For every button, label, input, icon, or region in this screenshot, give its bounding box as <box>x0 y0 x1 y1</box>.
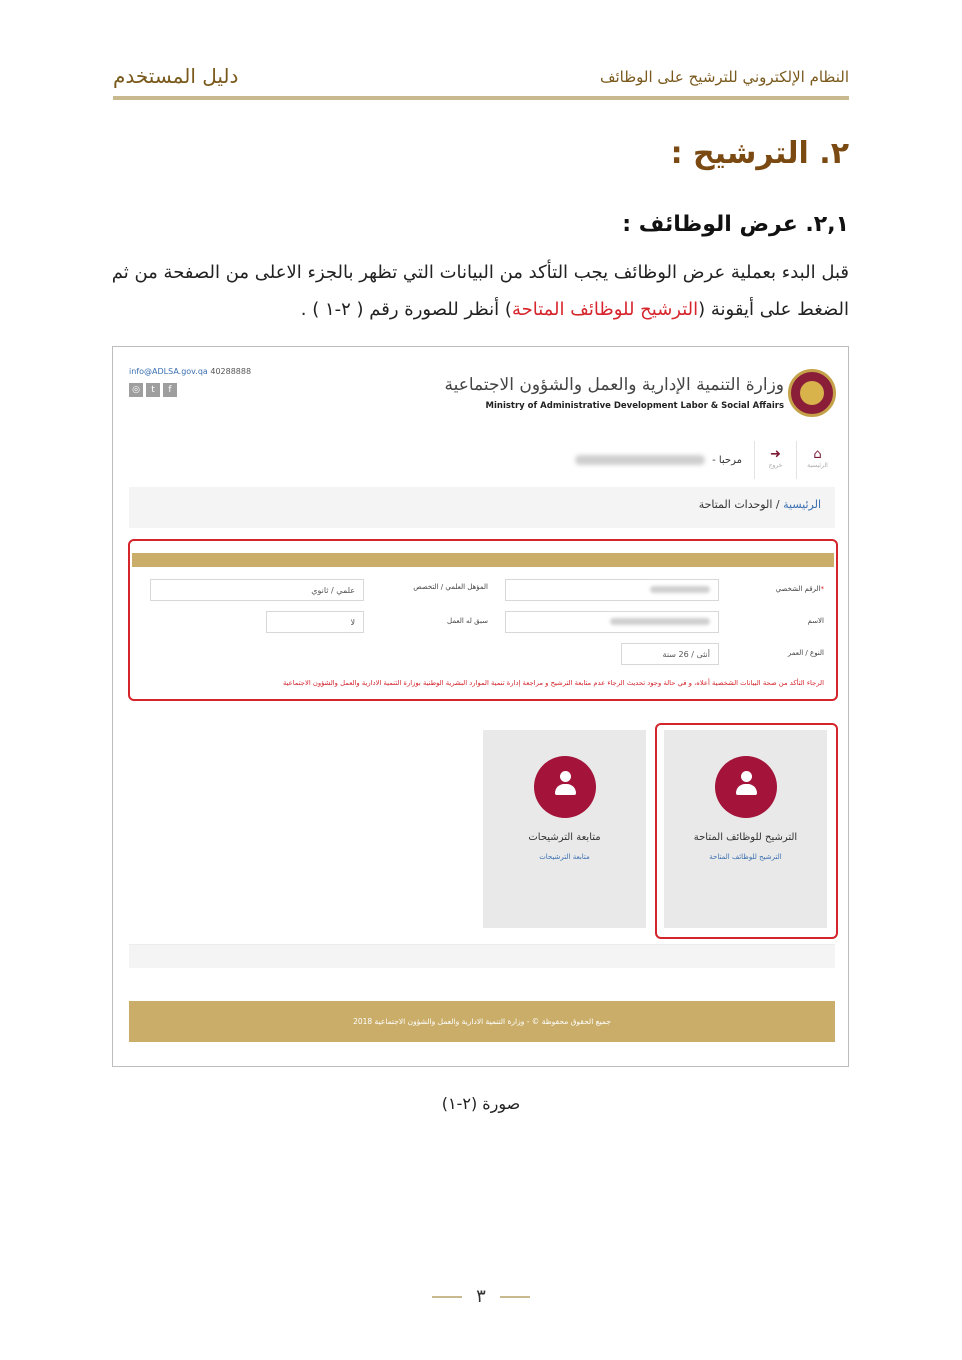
nominate-card-title: الترشيح للوظائف المتاحة <box>693 832 798 843</box>
intro-paragraph <box>109 254 849 328</box>
breadcrumb-separator: / <box>772 498 784 511</box>
facebook-icon[interactable]: f <box>163 383 177 397</box>
guide-title: دليل المستخدم <box>113 64 239 88</box>
nominate-jobs-card[interactable] <box>664 730 827 928</box>
id-label: *الرقم الشخصي <box>775 585 824 593</box>
contact-info <box>129 367 251 376</box>
welcome-label: مرحبا - <box>712 454 742 466</box>
page-number <box>0 1286 962 1307</box>
site-footer: جميع الحقوق محفوظة © - وزارة التنمية الادارية والعمل والشؤون الاجتماعية 2018 <box>129 1001 835 1042</box>
blurred-user-name <box>575 455 705 465</box>
ministry-seal-logo <box>788 369 836 417</box>
user-icon <box>534 756 596 818</box>
data-warning-text: الرجاء التأكد من صحة البيانات الشخصية أعلاه، و في حالة وجود تحديث الرجاء عدم متابعة الترشيح و مراجعة إدارة تنمية الموارد البشرية الوطنية بوزارة التنمية الادارية والعمل والشؤون الاجتماعية <box>282 679 824 687</box>
system-title: النظام الإلكتروني للترشيح على الوظائف <box>599 68 849 86</box>
gender-age-field: أنثى / 26 سنة <box>621 643 719 665</box>
instagram-icon[interactable]: ◎ <box>129 383 143 397</box>
worked-before-field: لا <box>266 611 364 633</box>
top-nav <box>575 441 838 479</box>
paragraph-part1: قبل البدء بعملية عرض الوظائف يجب التأكد من البيانات التي تظهر بالجزء الاعلى من الصفحة من ثم الضغط على أيقونة ( <box>111 262 849 320</box>
paragraph-part2: ) أنظر للصورة رقم ( ٢-١ ) . <box>300 299 512 320</box>
paragraph-highlight: الترشيح للوظائف المتاحة <box>511 299 699 320</box>
contact-email[interactable]: info@ADLSA.gov.qa <box>129 367 208 376</box>
qualification-label: المؤهل العلمي / التخصص <box>413 583 488 591</box>
id-field <box>505 579 719 601</box>
panel-header-bar <box>132 553 834 567</box>
breadcrumb-current: الوحدات المتاحة <box>698 498 773 511</box>
nav-logout-label: خروج <box>768 462 783 469</box>
page-number-value: ٣ <box>476 1286 486 1307</box>
breadcrumb-home-link[interactable]: الرئيسية <box>783 498 821 511</box>
embedded-screenshot <box>112 346 849 1067</box>
nav-home-button[interactable] <box>796 441 838 479</box>
home-icon: ⌂ <box>813 447 822 462</box>
content-bottom-strip <box>129 944 835 968</box>
worked-before-label: سبق له العمل <box>447 617 488 625</box>
track-nominations-card[interactable] <box>483 730 646 928</box>
twitter-icon[interactable]: t <box>146 383 160 397</box>
user-icon <box>715 756 777 818</box>
name-label: الاسم <box>807 617 824 625</box>
gender-age-label: النوع / العمر <box>787 649 824 657</box>
nav-logout-button[interactable] <box>754 441 796 479</box>
logo-text-en: Ministry of Administrative Development Labor & Social Affairs <box>485 401 784 411</box>
personal-info-panel-highlight <box>128 539 838 701</box>
logout-icon: ➜ <box>770 447 781 462</box>
nominate-card-link[interactable]: الترشيح للوظائف المتاحة <box>709 853 782 861</box>
breadcrumb <box>129 487 835 528</box>
social-links <box>129 383 177 397</box>
track-card-title: متابعة الترشيحات <box>528 832 601 843</box>
welcome-text <box>575 455 742 466</box>
section-subtitle: ٢,١. عرض الوظائف : <box>622 212 849 237</box>
name-field <box>505 611 719 633</box>
logo-text-ar: وزارة التنمية الإدارية والعمل والشؤون الاجتماعية <box>444 375 784 395</box>
track-card-link[interactable]: متابعة الترشيحات <box>539 853 590 861</box>
page-header <box>113 64 849 100</box>
section-title: ٢. الترشيح : <box>670 136 849 171</box>
qualification-field: علمي / ثانوي <box>150 579 364 601</box>
contact-phone: 40288888 <box>210 367 252 376</box>
figure-caption: صورة (٢-١) <box>441 1094 521 1113</box>
nav-home-label: الرئيسية <box>807 462 828 469</box>
